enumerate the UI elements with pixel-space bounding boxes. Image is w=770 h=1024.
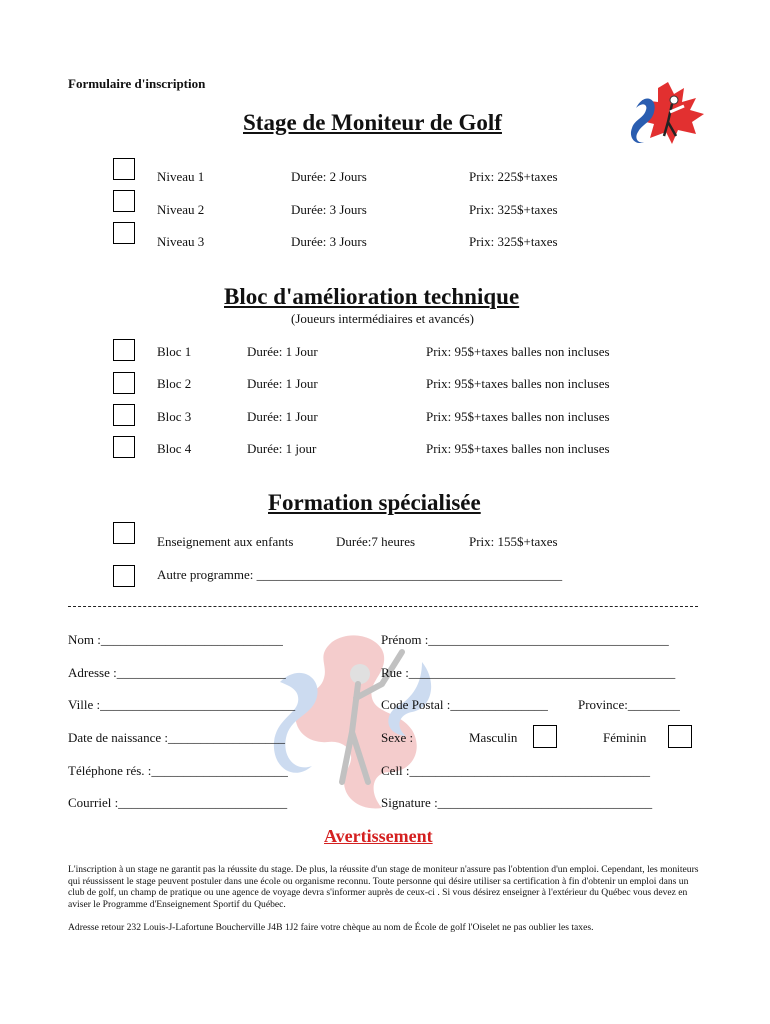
- bloc-2-duration: Durée: 1 Jour: [247, 376, 318, 391]
- feminin-checkbox[interactable]: [668, 725, 692, 748]
- enseignement-enfants-duration: Durée:7 heures: [336, 534, 416, 549]
- bloc-1-duration: Durée: 1 Jour: [247, 344, 318, 359]
- enseignement-enfants-checkbox[interactable]: [113, 522, 135, 544]
- bloc-2-name: Bloc 2: [157, 376, 192, 391]
- prenom-field[interactable]: Prénom :_____________________________________: [381, 632, 669, 647]
- form-label: Formulaire d'inscription: [68, 76, 206, 91]
- bloc-3-price: Prix: 95$+taxes balles non incluses: [426, 409, 610, 424]
- cell-field[interactable]: Cell :_____________________________________: [381, 763, 651, 778]
- bloc-4-price: Prix: 95$+taxes balles non incluses: [426, 441, 610, 456]
- warning-text: L'inscription à un stage ne garantit pas la réussite du stage. De plus, la réussite d'un stage de moniteur n'assure pas l'obtention d'un emploi. Cependant, les moniteurs qui réussissent le stage peuvent postuler dans une école ou organisme reconnu. Toute personne qui désire utiliser sa certification à fin d'obtenir un emploi dans un club de golf, un champ de pratique ou une agence de voyage devra s'informer auprès de ceux-ci . Si vous désirez enseigner à l'extérieur du Québec vous devez en aviser le Programme d'Enseignement Sportif du Québec.: [68, 864, 699, 910]
- bloc-2-price: Prix: 95$+taxes balles non incluses: [426, 376, 610, 391]
- niveau-1-duration: Durée: 2 Jours: [291, 169, 367, 184]
- golfer-watermark-icon: [272, 622, 448, 818]
- return-address: Adresse retour 232 Louis-J-Lafortune Boucherville J4B 1J2 faire votre chèque au nom de École de golf l'Oiselet ne pas oublier les taxes.: [68, 922, 594, 933]
- niveau-2-name: Niveau 2: [157, 202, 205, 217]
- autre-programme-checkbox[interactable]: [113, 565, 135, 587]
- niveau-1-price: Prix: 225$+taxes: [469, 169, 558, 184]
- courriel-field[interactable]: Courriel :__________________________: [68, 795, 288, 810]
- nom-field[interactable]: Nom :____________________________: [68, 632, 283, 647]
- code-postal-field[interactable]: Code Postal :_______________: [381, 697, 548, 712]
- sexe-label: Sexe :: [381, 730, 414, 745]
- niveau-1-name: Niveau 1: [157, 169, 205, 184]
- niveau-3-name: Niveau 3: [157, 234, 205, 249]
- autre-programme-field[interactable]: Autre programme: _______________________________________________: [157, 567, 563, 582]
- niveau-2-checkbox[interactable]: [113, 190, 135, 212]
- bloc-3-checkbox[interactable]: [113, 404, 135, 426]
- warning-title: Avertissement: [324, 826, 433, 846]
- quebec-golf-logo-icon: [628, 78, 708, 148]
- cut-divider: [68, 606, 698, 607]
- rue-field[interactable]: Rue :_________________________________________: [381, 665, 676, 680]
- niveau-2-duration: Durée: 3 Jours: [291, 202, 367, 217]
- date-naissance-field[interactable]: Date de naissance :__________________: [68, 730, 285, 745]
- ville-field[interactable]: Ville :______________________________: [68, 697, 296, 712]
- enseignement-enfants-name: Enseignement aux enfants: [157, 534, 294, 549]
- province-field[interactable]: Province:________: [578, 697, 680, 712]
- masculin-checkbox[interactable]: [533, 725, 557, 748]
- telephone-field[interactable]: Téléphone rés. :_____________________: [68, 763, 288, 778]
- adresse-field[interactable]: Adresse :__________________________: [68, 665, 286, 680]
- niveau-3-checkbox[interactable]: [113, 222, 135, 244]
- bloc-subtitle: (Joueurs intermédiaires et avancés): [291, 311, 475, 326]
- bloc-4-name: Bloc 4: [157, 441, 192, 456]
- bloc-1-name: Bloc 1: [157, 344, 192, 359]
- stage-title: Stage de Moniteur de Golf: [243, 110, 502, 135]
- bloc-3-name: Bloc 3: [157, 409, 192, 424]
- enseignement-enfants-price: Prix: 155$+taxes: [469, 534, 558, 549]
- bloc-1-price: Prix: 95$+taxes balles non incluses: [426, 344, 610, 359]
- niveau-2-price: Prix: 325$+taxes: [469, 202, 558, 217]
- feminin-label: Féminin: [603, 730, 647, 745]
- bloc-1-checkbox[interactable]: [113, 339, 135, 361]
- signature-field[interactable]: Signature :_________________________________: [381, 795, 653, 810]
- niveau-3-duration: Durée: 3 Jours: [291, 234, 367, 249]
- formation-title: Formation spécialisée: [268, 490, 481, 515]
- bloc-title: Bloc d'amélioration technique: [224, 284, 520, 309]
- niveau-1-checkbox[interactable]: [113, 158, 135, 180]
- bloc-4-checkbox[interactable]: [113, 436, 135, 458]
- masculin-label: Masculin: [469, 730, 518, 745]
- bloc-3-duration: Durée: 1 Jour: [247, 409, 318, 424]
- niveau-3-price: Prix: 325$+taxes: [469, 234, 558, 249]
- bloc-4-duration: Durée: 1 jour: [247, 441, 317, 456]
- bloc-2-checkbox[interactable]: [113, 372, 135, 394]
